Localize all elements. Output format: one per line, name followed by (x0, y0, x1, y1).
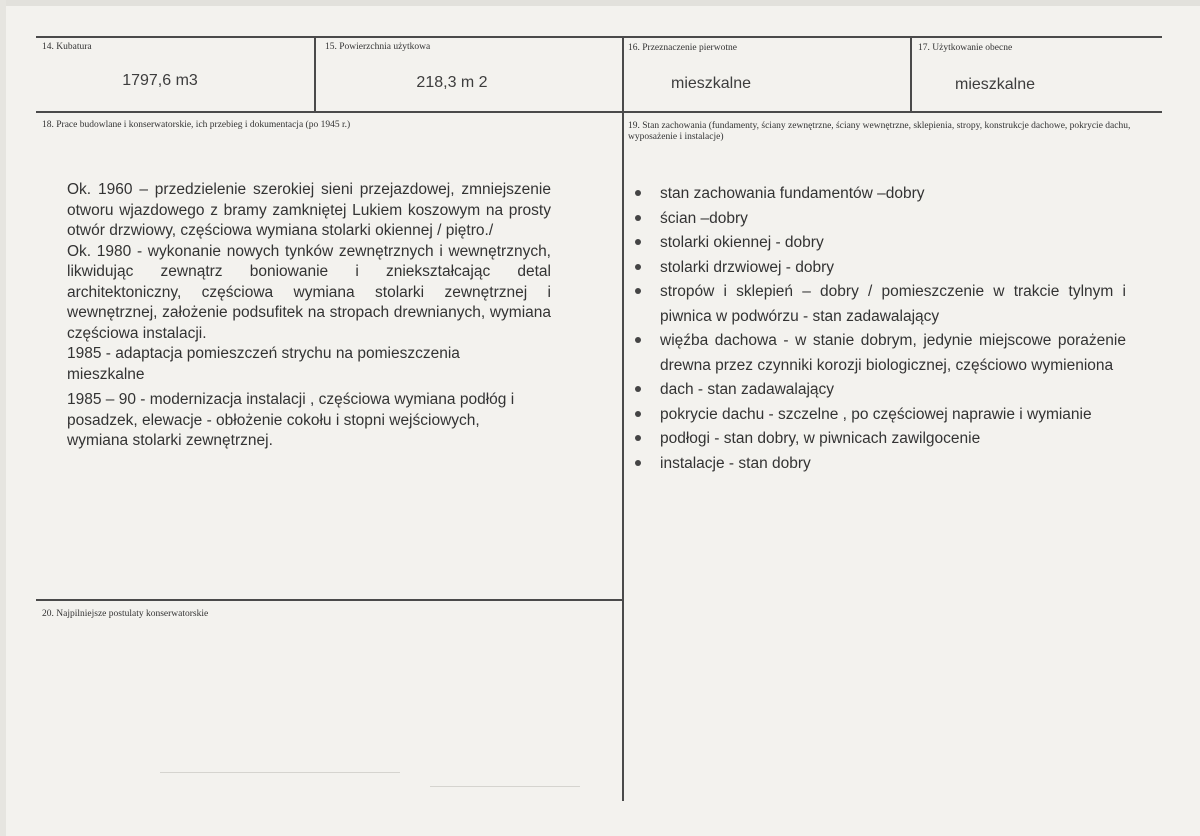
uzytkowanie-value: mieszkalne (954, 76, 1036, 93)
works-entry-1985-90: 1985 – 90 - modernizacja instalacji , częściowa wymiana podłóg i posadzek, elewacje - obłożenie cokołu i stopni wejściowych, wymiana stolarki zewnętrznej. (67, 391, 515, 449)
condition-item: stolarki okiennej - dobry (626, 231, 1126, 256)
kubatura-label: 14. Kubatura (42, 42, 92, 52)
section18-label: 18. Prace budowlane i konserwatorskie, ich przebieg i dokumentacja (po 1945 r.) (42, 120, 351, 130)
bullet-icon (635, 239, 641, 245)
kubatura-value: 1797,6 m3 (122, 72, 198, 89)
bullet-icon (635, 435, 641, 441)
works-entry-1960: Ok. 1960 – przedzielenie szerokiej sieni przejazdowej, zmniejszenie otworu wjazdowego z bramy zamkniętej Lukiem koszowym na prosty otwór drzwiowy, częściowa wymiana stolarki okiennej / piętro./ (67, 181, 551, 239)
condition-item: stolarki drzwiowej - dobry (626, 256, 1126, 281)
page-edge-top (0, 0, 1200, 6)
condition-list (626, 182, 1126, 476)
przeznaczenie-label: 16. Przeznaczenie pierwotne (628, 43, 737, 53)
bullet-icon (635, 288, 641, 294)
bullet-icon (635, 190, 641, 196)
row1-divider-3 (910, 36, 912, 113)
scan-mark (430, 786, 580, 787)
przeznaczenie-value: mieszkalne (670, 75, 752, 92)
condition-item: stan zachowania fundamentów –dobry (626, 182, 1126, 207)
condition-item: stropów i sklepień – dobry / pomieszczenie w trakcie tylnym i piwnica w podwórzu - stan zadawalający (626, 280, 1126, 329)
bullet-icon (635, 460, 641, 466)
bullet-icon (635, 264, 641, 270)
section20-top-rule (36, 599, 624, 601)
works-entry-1980: Ok. 1980 - wykonanie nowych tynków zewnętrznych i wewnętrznych, likwidując zewnątrz boniowanie i zniekształcając detal architektoniczny, częściowa wymiana stolarki zewnętrznej i wewnętrznej, założenie podsufitek na stropach drewnianych, wymiana częściowa instalacji. (67, 242, 551, 342)
condition-item: instalacje - stan dobry (626, 452, 1126, 477)
section18-body (67, 180, 551, 452)
works-entry-1985: 1985 - adaptacja pomieszczeń strychu na pomieszczenia mieszkalne (67, 345, 460, 383)
section19-label: 19. Stan zachowania (fundamenty, ściany zewnętrzne, ściany wewnętrzne, sklepienia, stropy, konstrukcje dachowe, pokrycie dachu, wyposażenie i instalacje) (628, 121, 1131, 142)
condition-item: ścian –dobry (626, 207, 1126, 232)
scan-mark (160, 772, 400, 773)
bullet-icon (635, 337, 641, 343)
section20-label: 20. Najpilniejsze postulaty konserwatorskie (42, 609, 209, 619)
powierzchnia-value: 218,3 m 2 (416, 74, 488, 91)
condition-item: podłogi - stan dobry, w piwnicach zawilgocenie (626, 427, 1126, 452)
main-column-divider (622, 111, 624, 801)
row1-divider-1 (314, 36, 316, 113)
bullet-icon (635, 386, 641, 392)
uzytkowanie-label: 17. Użytkowanie obecne (918, 43, 1013, 53)
page-edge-left (0, 0, 6, 836)
row1-divider-2 (622, 36, 624, 113)
row1-bottom-rule (36, 111, 1162, 113)
condition-item: pokrycie dachu - szczelne , po częściowej naprawie i wymianie (626, 403, 1126, 428)
bullet-icon (635, 411, 641, 417)
condition-item: dach - stan zadawalający (626, 378, 1126, 403)
condition-item: więźba dachowa - w stanie dobrym, jedynie miejscowe porażenie drewna przez czynniki korozji biologicznej, częściowo wymieniona (626, 329, 1126, 378)
bullet-icon (635, 215, 641, 221)
top-rule (36, 36, 1162, 38)
powierzchnia-label: 15. Powierzchnia użytkowa (325, 42, 431, 52)
section19-body (626, 182, 1126, 476)
